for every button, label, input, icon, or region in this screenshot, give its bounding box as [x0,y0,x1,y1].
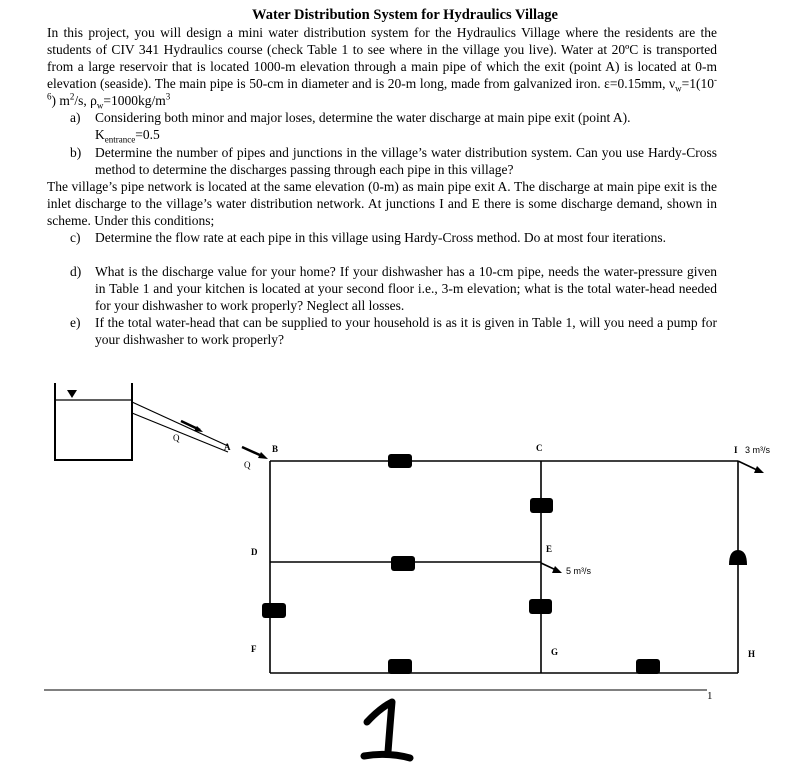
valve-icon [262,454,747,674]
question-a: a) Considering both minor and major loses, determine the water discharge at main pipe exit (point A). $K_{entrance}=0.5$ [70,110,631,145]
demand-i-label: 3 m³/s [745,445,771,455]
page-title: Water Distribution System for Hydraulics Village [252,7,558,23]
label-h: H [748,649,756,659]
pipe-network-diagram [0,370,810,778]
label-a: A [224,442,231,452]
label-i: I [734,445,738,455]
question-b: b) Determine the number of pipes and junctions in the village’s water distribution system. Can you use Hardy-Cross method to determine the discharges passing through each pipe in this village? [70,145,717,177]
intro-paragraph: In this project, you will design a mini water distribution system for the Hydraulics Village where the residents are the students of CIV 341 Hydraulics course (check Table 1 to see where in the village you live). Water at 20ºC is transported from a large reservoir that is located 1000-m elevation through a main pipe of which the exit (point A) is located at 0-m elevation (seaside). The main pipe is 50-cm in diameter and is 20-m long, made from galvanized iron. ε=0.15mm, $\nu_w=1(10^{-6})$ $m^2/s$, $\rho_w=1000kg/m^3$ [47,25,717,111]
pipe-network [270,461,738,673]
label-e: E [546,544,553,554]
page-number: 1 [707,690,713,702]
label-q-exit: Q [244,460,251,470]
question-e: e) If the total water-head that can be supplied to your household is as it is given in Table 1, will you need a pump for your dishwasher to work properly? [70,315,717,347]
label-d: D [251,547,258,557]
label-g: G [551,647,559,657]
demand-arrow-icon [738,461,764,473]
question-c: c) Determine the flow rate at each pipe in this village using Hardy-Cross method. Do at most four iterations. [70,230,666,245]
main-pipe [132,402,228,452]
question-d: d) What is the discharge value for your home? If your dishwasher has a 10-cm pipe, needs the water-pressure given in Table 1 and your kitchen is located at your second floor i.e., 3-m elevation; what is the total water-head needed for your dishwasher to work properly? Neglect all losses. [70,264,717,313]
node-labels [251,443,755,659]
demand-arrow-icon [541,563,562,573]
label-q-main: Q [173,433,180,443]
demand-e-label: 5 m³/s [566,566,592,576]
reservoir [55,383,132,460]
flow-arrow-icon [242,447,268,459]
water-level-icon [67,390,77,398]
label-b: B [272,444,279,454]
label-f: F [251,644,257,654]
label-c: C [536,443,543,453]
handwritten-one [364,702,410,758]
network-paragraph: The village’s pipe network is located at the same elevation (0-m) as main pipe exit A. The discharge at main pipe exit is the inlet discharge to the village’s water distribution network. At junctions I and E there is some discharge demand, shown in scheme. Under this conditions; [47,179,717,228]
